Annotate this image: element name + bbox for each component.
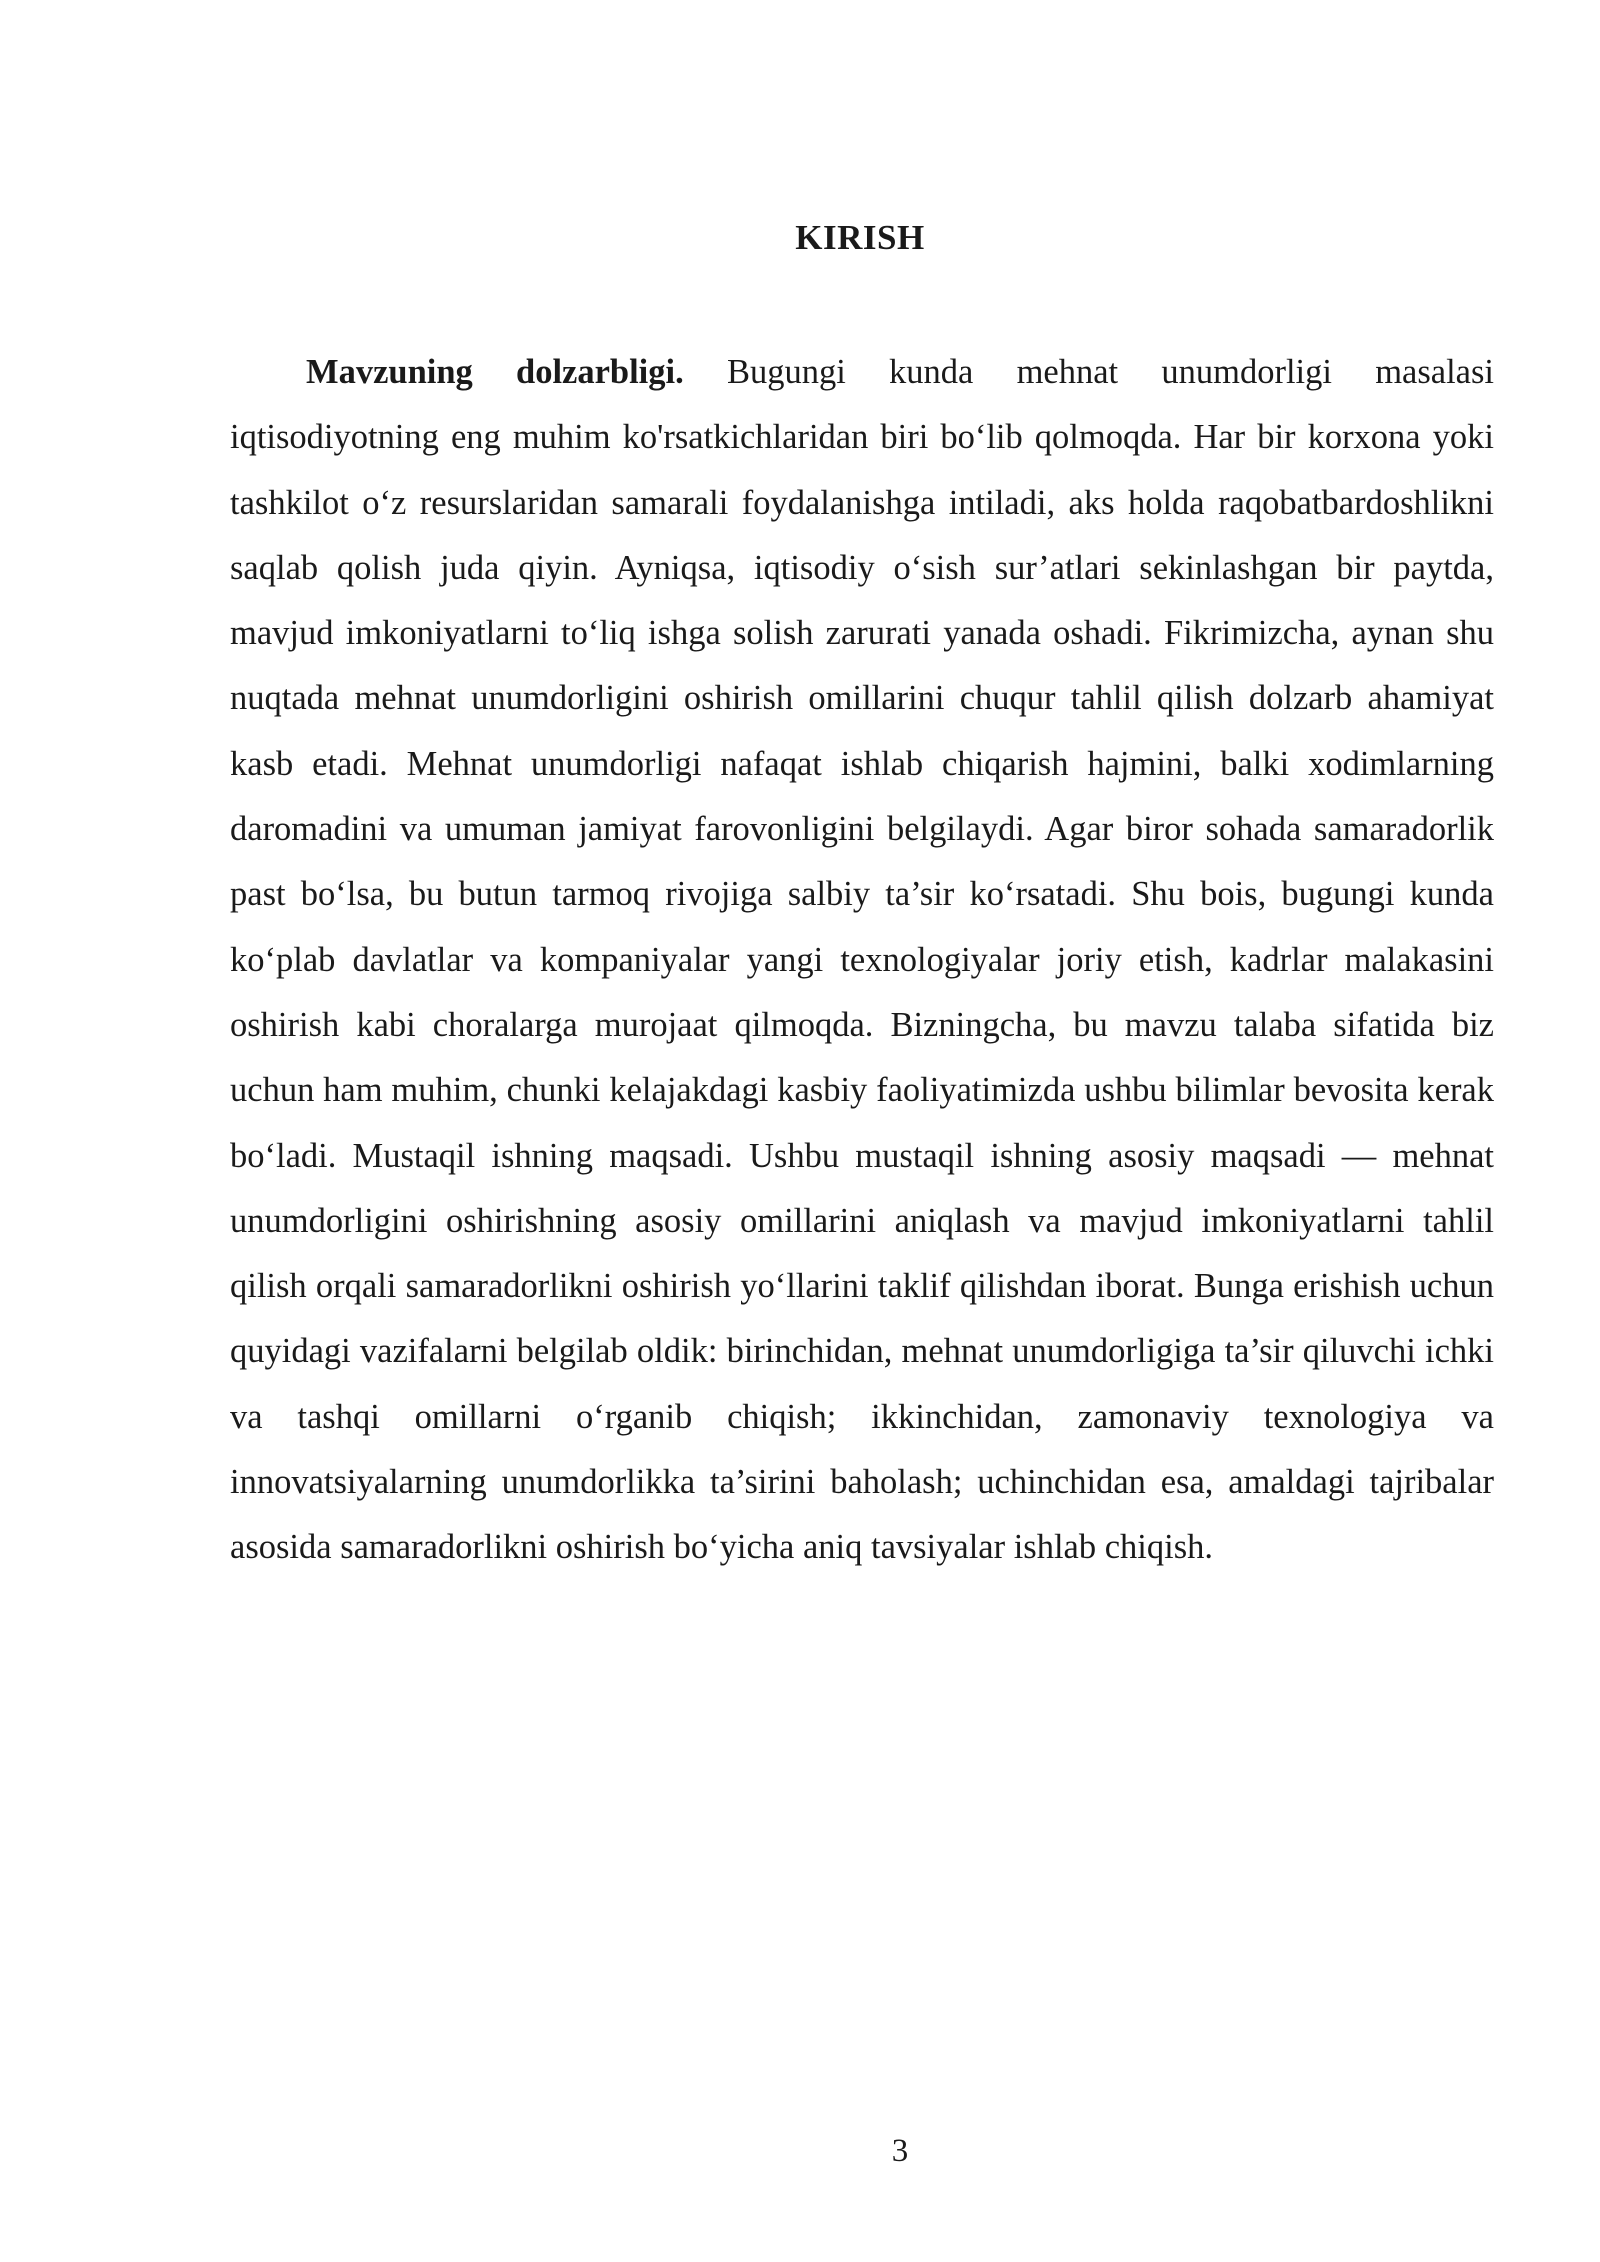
- page-number: 3: [891, 2133, 909, 2169]
- paragraph-lead: Mavzuning dolzarbligi.: [306, 353, 684, 391]
- paragraph-text: Bugungi kunda mehnat unumdorligi masalasi iqtisodiyotning eng muhim ko'rsatkichlaridan biri bo‘lib qolmoqda. Har bir korxona yoki tashkilot o‘z resurslaridan samarali foydalanishga intiladi, aks holda raqobatbardoshlikni saqlab qolish juda qiyin. Ayniqsa, iqtisodiy o‘sish sur’atlari sekinlashgan bir paytda, mavjud imkoniyatlarni to‘liq ishga solish zarurati yanada oshadi. Fikrimizcha, aynan shu nuqtada mehnat unumdorligini oshirish omillarini chuqur tahlil qilish dolzarb ahamiyat kasb etadi. Mehnat unumdorligi nafaqat ishlab chiqarish hajmini, balki xodimlarning daromadini va umuman jamiyat farovonligini belgilaydi. Agar biror sohada samaradorlik past bo‘lsa, bu butun tarmoq rivojiga salbiy ta’sir ko‘rsatadi. Shu bois, bugungi kunda ko‘plab davlatlar va kompaniyalar yangi texnologiyalar joriy etish, kadrlar malakasini oshirish kabi choralarga murojaat qilmoqda. Bizningcha, bu mavzu talaba sifatida biz uchun ham muhim, chunki kelajakdagi kasbiy faoliyatimizda ushbu bilimlar bevosita kerak bo‘ladi. Mustaqil ishning maqsadi. Ushbu mustaqil ishning asosiy maqsadi — mehnat unumdorligini oshirishning asosiy omillarini aniqlash va mavjud imkoniyatlarni tahlil qilish orqali samaradorlikni oshirish yo‘llarini taklif qilishdan iborat. Bunga erishish uchun quyidagi vazifalarni belgilab oldik: birinchidan, mehnat unumdorligiga ta’sir qiluvchi ichki va tashqi omillarni o‘rganib chiqish; ikkinchidan, zamonaviy texnologiya va innovatsiyalarning unumdorlikka ta’sirini baholash; uchinchidan esa, amaldagi tajribalar asosida samaradorlikni oshirish bo‘yicha aniq tavsiyalar ishlab chiqish.: [230, 353, 1494, 1567]
- section-heading: KIRISH: [795, 218, 925, 257]
- body-paragraph: [230, 340, 1494, 1581]
